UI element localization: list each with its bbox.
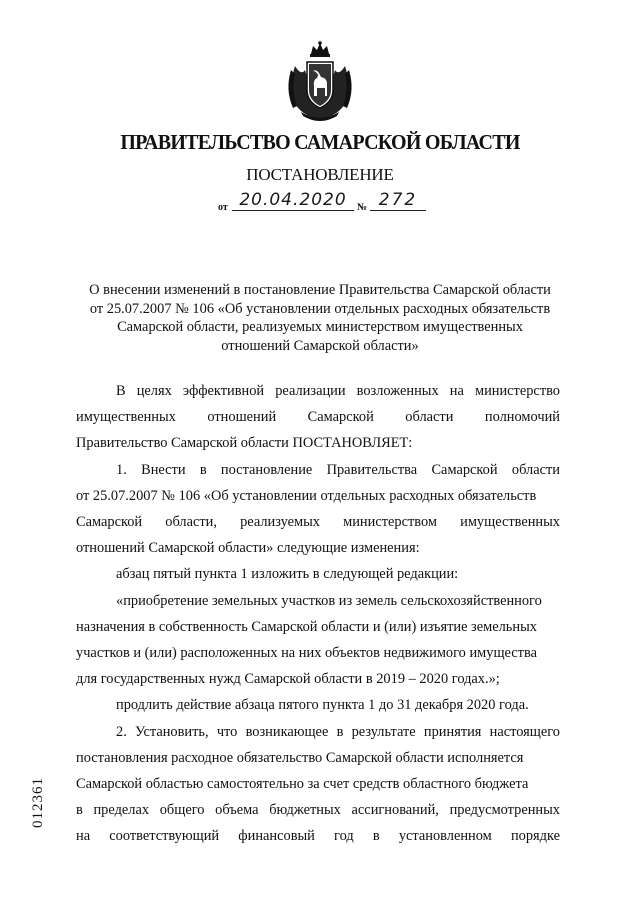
body-line: имущественных отношений Самарской области полномочий	[76, 409, 560, 425]
margin-stamp-number: 012361	[30, 777, 46, 828]
body-line: участков и (или) расположенных на них объектов недвижимого имущества	[76, 645, 537, 661]
body-line: постановления расходное обязательство Самарской области исполняется	[76, 750, 524, 766]
document-type: ПОСТАНОВЛЕНИЕ	[246, 165, 394, 184]
body-line: от 25.07.2007 № 106 «Об установлении отдельных расходных обязательств	[76, 488, 537, 504]
body-line: абзац пятый пункта 1 изложить в следующей редакции:	[116, 566, 459, 582]
body-line: Правительство Самарской области ПОСТАНОВЛЯЕТ:	[76, 435, 413, 451]
body-line: для государственных нужд Самарской области в 2019 – 2020 годах.»;	[76, 671, 500, 687]
body-line: отношений Самарской области» следующие изменения:	[76, 540, 420, 556]
subject-line: от 25.07.2007 № 106 «Об установлении отдельных расходных обязательств	[89, 300, 551, 317]
body-line: в пределах общего объема бюджетных ассигнований, предусмотренных	[76, 802, 560, 818]
subject-line: О внесении изменений в постановление Правительства Самарской области	[89, 282, 551, 298]
body-line: 2. Установить, что возникающее в результате принятия настоящего	[116, 724, 560, 740]
body-line: «приобретение земельных участков из земель сельскохозяйственного	[116, 593, 542, 609]
government-title: ПРАВИТЕЛЬСТВО САМАРСКОЙ ОБЛАСТИ	[120, 130, 520, 154]
document-subject	[60, 281, 580, 355]
body-line: продлить действие абзаца пятого пункта 1 до 31 декабря 2020 года.	[116, 697, 529, 713]
body-line: Самарской области, реализуемых министерством имущественных	[76, 514, 560, 530]
subject-line: отношений Самарской области»	[221, 337, 419, 354]
date-number-line	[218, 190, 428, 216]
body-line: 1. Внести в постановление Правительства Самарской области	[116, 462, 560, 478]
handwritten-date: 20.04.2020	[232, 190, 354, 211]
body-line: Самарской областью самостоятельно за счет средств областного бюджета	[76, 776, 529, 792]
handwritten-number: 272	[370, 190, 426, 211]
date-prefix: от	[218, 202, 228, 213]
coat-of-arms-icon	[283, 40, 357, 122]
body-line: назначения в собственность Самарской области и (или) изъятие земельных	[76, 619, 537, 635]
body-line: В целях эффективной реализации возложенных на министерство	[116, 383, 560, 399]
body-line: на соответствующий финансовый год в установленном порядке	[76, 828, 560, 844]
subject-line: Самарской области, реализуемых министерством имущественных	[117, 319, 523, 335]
number-prefix: №	[357, 202, 368, 213]
